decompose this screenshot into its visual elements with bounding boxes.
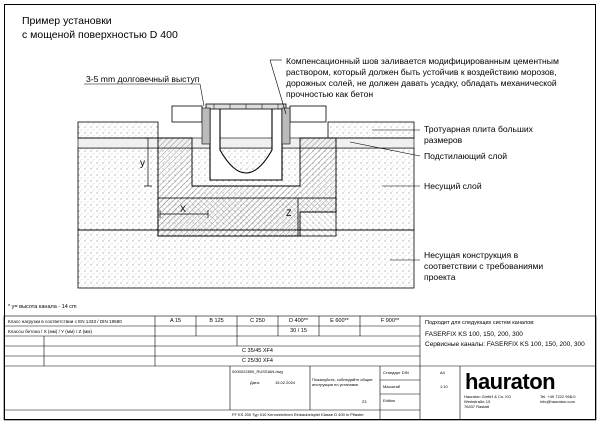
paving-label: Тротуарная плита больших размеров: [424, 124, 533, 145]
class-d400: D 400**: [289, 318, 308, 324]
general-note: Пожалуйста, соблюдайте общие инструкции по установке.: [312, 377, 373, 387]
standard-label: Стандарт DIN: [383, 370, 409, 375]
slab-top-right: [290, 106, 326, 122]
bedding-layer: [78, 138, 414, 148]
drawing-title: Пример установки с мощеной поверхностью D 400: [22, 15, 178, 41]
joint-note: Компенсационный шов заливается модифицированным цементным раствором, который должен быть устойчив к воздействию морозов, дорожных солей, не должен давать усадку, обладать механической прочностью как бетон: [286, 56, 559, 99]
dim-z-label: Z: [286, 208, 292, 218]
bedding-label: Подстилающий слой: [424, 151, 508, 161]
class-e600: E 600**: [330, 318, 349, 324]
date-label: Дата:: [250, 380, 260, 385]
class-a15: A 15: [169, 318, 181, 324]
base-label: Несущий слой: [424, 181, 482, 191]
footnote: * y= высота канала - 14 cm: [8, 304, 77, 310]
load-class-row-label: Класс нагрузки в соответствии с EN 1433 / DIN 19580: [8, 319, 122, 324]
concrete-xyz: 30 / 15: [290, 328, 307, 334]
drawing-name: FF KS 200 Typ 010 Kennzeichnen Einbaubeispiel Klasse D 400 in Pflaster: [232, 412, 364, 417]
scale-value: 1:10: [440, 384, 448, 389]
scale-label: Масштаб: [383, 384, 401, 389]
date-value: 15.02.2024: [275, 380, 296, 385]
support-layer: [78, 230, 414, 288]
contact-block-2: Tel. +49 7222 958-0 info@hauraton.com: [540, 394, 576, 404]
concrete-class-c3545: C 35/45 XF4: [242, 348, 273, 354]
edition-label: Edition: [383, 398, 396, 403]
system-1: FASERFIX KS 100, 150, 200, 300: [425, 331, 523, 338]
support-label: Несущая конструкция в соответствии с требованиями проекта: [424, 250, 544, 282]
contact-block: Hauraton GmbH & Co. KG Werkstraße 13 76437 Rastatt: [464, 394, 512, 409]
page-number: 23: [362, 399, 367, 404]
class-f900: F 900**: [380, 318, 400, 324]
concrete-row-label: Классы бетона / X (мм) / Y (мм) / Z (мм): [8, 329, 92, 334]
paving-slab-left: [78, 122, 158, 138]
class-c250: C 250: [250, 318, 265, 324]
overhang-label: 3-5 mm долговечный выступ: [86, 74, 200, 84]
class-b125: B 125: [209, 318, 224, 324]
dim-y-label: y: [140, 158, 145, 169]
dim-x-label: X: [180, 204, 187, 214]
concrete-class-c2530: C 25/30 XF4: [242, 358, 273, 364]
standard-value: A4: [440, 370, 445, 375]
system-2: Сервисные каналы: FASERFIX KS 100, 150, 200, 300: [425, 341, 585, 348]
hauraton-logo: hauraton: [465, 369, 556, 394]
slab-top-left: [172, 106, 202, 122]
doc-number: 0000022890_RUSSIAN.dwg: [232, 369, 283, 374]
suitable-title: Подходит для следующих систем каналов:: [425, 320, 535, 326]
expansion-joint-left: [202, 108, 210, 144]
